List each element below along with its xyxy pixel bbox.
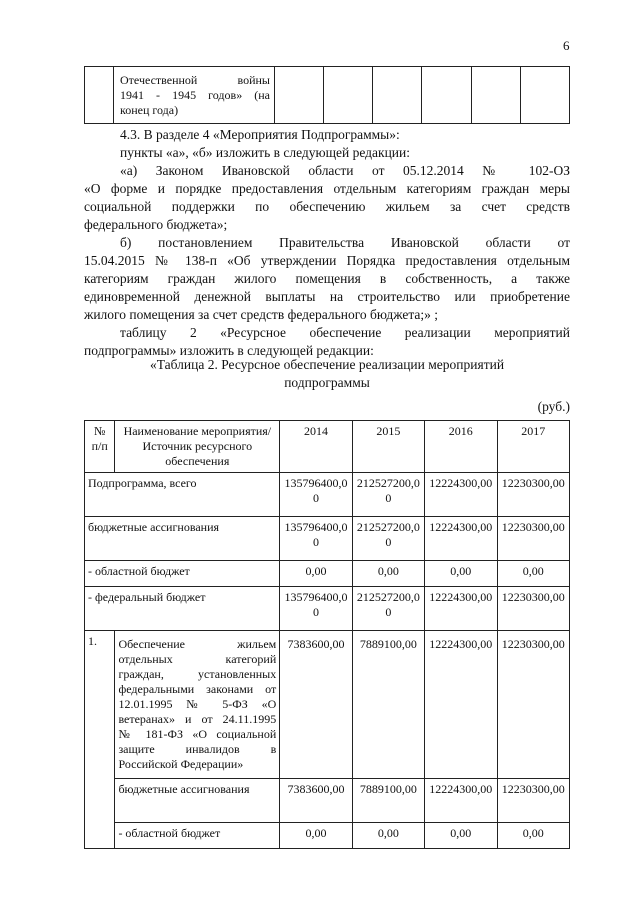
cell-value: 212527200,00 (352, 473, 424, 517)
cell-value: 0,00 (352, 823, 424, 849)
header-num: № п/п (85, 421, 115, 473)
header-year: 2017 (497, 421, 569, 473)
cell-value: 212527200,00 (352, 587, 424, 631)
cell-value: 0,00 (280, 561, 352, 587)
cell-value: 0,00 (497, 823, 569, 849)
row-label: - областной бюджет (85, 561, 280, 587)
table-row (85, 823, 570, 849)
cell-value: 12224300,00 (425, 587, 497, 631)
table-row (85, 561, 570, 587)
header-year: 2015 (352, 421, 424, 473)
row-label: - областной бюджет (115, 823, 280, 849)
header-year: 2014 (280, 421, 352, 473)
cell-value: 7383600,00 (280, 631, 352, 779)
resource-table (84, 420, 570, 849)
cell-value: 7889100,00 (352, 631, 424, 779)
cell-value: 0,00 (497, 561, 569, 587)
item-number: 1. (85, 631, 115, 849)
cell-value: 135796400,00 (280, 473, 352, 517)
row-label: Подпрограмма, всего (85, 473, 280, 517)
paragraph-table2: таблицу 2 «Ресурсное обеспечение реализации мероприятий подпрограммы» изложить в следующей редакции: (84, 325, 570, 358)
unit-label: (руб.) (537, 399, 570, 414)
paragraph-law-a: «а) Законом Ивановской области от 05.12.2014 № 102-ОЗ «О форме и порядке предоставления отдельным категориям граждан меры социальной поддержки по обеспечению жильем за счет средств федерального бюджета»; (84, 163, 570, 232)
cell-value: 0,00 (425, 561, 497, 587)
table-row (85, 473, 570, 517)
row-label: бюджетные ассигнования (85, 517, 280, 561)
page-number: 6 (563, 38, 570, 53)
table-row (85, 517, 570, 561)
table-row (85, 779, 570, 823)
table-title: «Таблица 2. Ресурсное обеспечение реализации мероприятий подпрограммы (149, 357, 505, 390)
cell-value: 0,00 (425, 823, 497, 849)
cell-value: 12230300,00 (497, 473, 569, 517)
cell-value: 12224300,00 (425, 631, 497, 779)
cell-value: 12230300,00 (497, 779, 569, 823)
cell-value: 12230300,00 (497, 587, 569, 631)
top-table-fragment (84, 66, 570, 124)
header-year: 2016 (425, 421, 497, 473)
cell-value: 0,00 (280, 823, 352, 849)
table-row (85, 587, 570, 631)
cell-value: 7383600,00 (280, 779, 352, 823)
cell-value: 12224300,00 (425, 473, 497, 517)
cell-value: 135796400,00 (280, 517, 352, 561)
cell-value: 212527200,00 (352, 517, 424, 561)
item-name: Обеспечение жильем отдельных категорий граждан, установленных федеральными законами от 12.01.1995 № 5-ФЗ «О ветеранах» и от 24.11.1995 № 181-ФЗ «О социальной защите инвалидов в Российской Федерации» (115, 631, 280, 779)
cell-value: 0,00 (352, 561, 424, 587)
cell-value: 12230300,00 (497, 517, 569, 561)
paragraph-points: пункты «а», «б» изложить в следующей редакции: (120, 145, 410, 160)
top-table-text-cell: Отечественной войны 1941 - 1945 годов» (на конец года) (114, 67, 275, 124)
cell-value: 7889100,00 (352, 779, 424, 823)
paragraph-resolution-b: б) постановлением Правительства Ивановской области от 15.04.2015 № 138-п «Об утверждении Порядка предоставления отдельным категориям граждан жилого помещения в собственность, а также единовременной денежной выплаты на строительство или приобретение жилого помещения за счет средств федерального бюджета;» ; (84, 235, 570, 322)
header-name: Наименование мероприятия/Источник ресурсного обеспечения (115, 421, 280, 473)
cell-value: 12224300,00 (425, 517, 497, 561)
cell-value: 12230300,00 (497, 631, 569, 779)
row-label: бюджетные ассигнования (115, 779, 280, 823)
cell-value: 12224300,00 (425, 779, 497, 823)
table-header-row (85, 421, 570, 473)
amendment-text (84, 126, 570, 360)
row-label: - федеральный бюджет (85, 587, 280, 631)
table-row-item-1 (85, 631, 570, 779)
cell-value: 135796400,00 (280, 587, 352, 631)
paragraph-section: 4.3. В разделе 4 «Мероприятия Подпрограммы»: (120, 127, 400, 142)
